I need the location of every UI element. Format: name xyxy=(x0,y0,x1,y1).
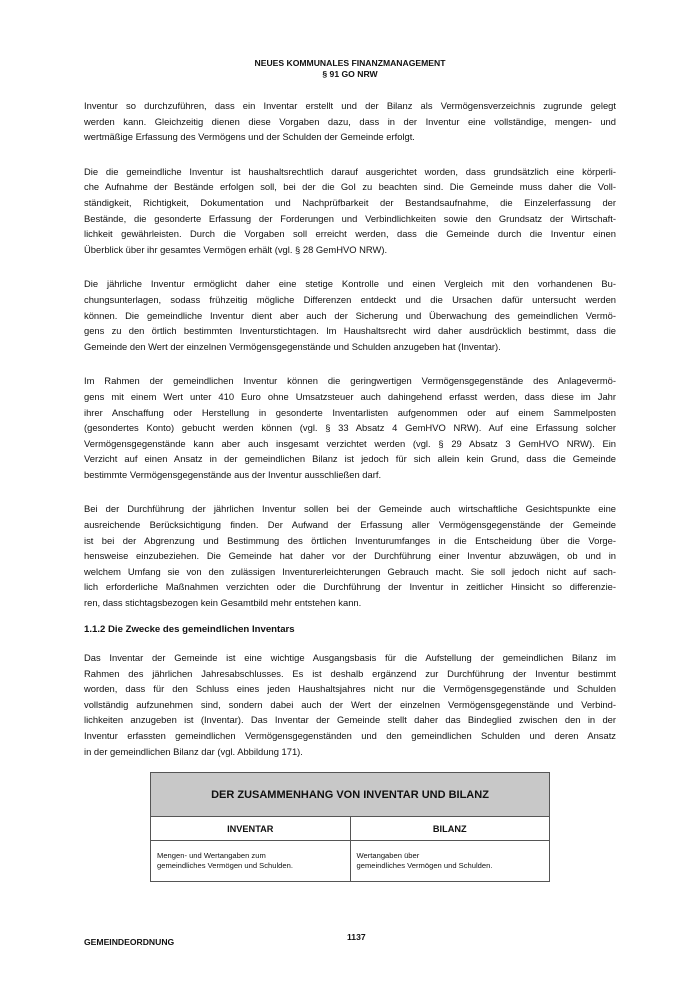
page-number: 1137 xyxy=(347,932,366,942)
text-line: Verzicht auf einen Ansatz in der gemeindlichen Bilanz ist jedoch für sich allein kein Grund, dass die Gemeinde xyxy=(84,453,616,465)
bilanz-line: Wertangaben über xyxy=(356,850,420,860)
figure-title: DER ZUSAMMENHANG VON INVENTAR UND BILANZ xyxy=(151,773,550,817)
text-line: ständigkeit, Richtigkeit, Dokumentation und Nachprüfbarkeit der Bestandsaufnahme, die Einzelerfassung der xyxy=(84,196,616,208)
text-line: werden kann. Gleichzeitig dienen diese Vorgaben dazu, dass in der Inventur eine vollständige, mengen- und xyxy=(84,115,616,127)
text-line: Gemeinde den Wert der einzelnen Vermögensgegenstände und Schulden anzugeben hat (Inventar). xyxy=(84,340,501,352)
text-line: ren, dass stichtagsbezogen kein Gesamtbild mehr entstehen kann. xyxy=(84,597,362,609)
inventar-line: Mengen- und Wertangaben zum xyxy=(157,850,266,860)
footer-label: GEMEINDEORDNUNG xyxy=(84,937,175,947)
text-line: können. Die gemeindliche Inventur dient aber auch der Sicherung und Überwachung des gemeindlichen Vermö- xyxy=(84,309,616,321)
paragraph-5 xyxy=(84,501,616,610)
text-line: vollständig aufzunehmen sind, sondern dabei auch der Wert der einzelnen Vermögensgegenstände und Verbind- xyxy=(84,698,616,710)
inventar-heading: INVENTAR xyxy=(151,817,351,841)
text-line: lichkeit gewährleisten. Durch die Vorgaben soll erreicht werden, dass die Gemeinde durch die Inventur einen xyxy=(84,228,616,240)
text-line: welchem Umfang sie von den zulässigen Inventurerleichterungen Gebrauch macht. Sie soll jedoch nicht auf sach- xyxy=(84,565,616,577)
running-header xyxy=(0,58,700,80)
inventar-description xyxy=(151,841,351,882)
section-heading: 1.1.2 Die Zwecke des gemeindlichen Inventars xyxy=(84,624,295,635)
text-line: gens zu den örtlich bestimmten Inventurstichtagen. Im Haushaltsrecht wird daher ausdrücklich bestimmt, dass die xyxy=(84,325,616,337)
text-line: gens mit einem Wert unter 410 Euro ohne Umsatzsteuer auch dahingehend erfasst werden, dass diese im Jahr xyxy=(84,390,616,402)
paragraph-3 xyxy=(84,276,616,354)
text-line: Inventur erfassten gemeindlichen Vermögensgegenständen und den gemeindlichen Schulden und deren Ansatz xyxy=(84,729,616,741)
paragraph-1 xyxy=(84,98,616,145)
text-line: Inventur so durchzuführen, dass ein Inventar erstellt und der Bilanz als Vermögensverzeichnis zugrunde gelegt xyxy=(84,100,616,111)
paragraph-4 xyxy=(84,373,616,482)
text-line: lichkeiten anzugeben ist (Inventar). Das Inventar der Gemeinde stellt daher das Bindeglied zwischen den in der xyxy=(84,714,616,726)
inventar-line: gemeindliches Vermögen und Schulden. xyxy=(157,861,293,870)
text-line: Bestände, die gesonderte Erfassung der Forderungen und Verbindlichkeiten sowie den Grundsatz der Wirtschaft- xyxy=(84,212,616,224)
bilanz-description xyxy=(350,841,550,882)
text-line: (gesondertes Konto) gebucht werden können (vgl. § 33 Absatz 4 GemHVO NRW). Auf eine Erfassung solcher xyxy=(84,422,616,434)
body-text xyxy=(84,98,616,630)
inventar-bilanz-figure xyxy=(150,772,550,882)
text-line: ihrer Anschaffung oder Herstellung in gesonderte Inventarlisten aufgenommen oder auf einem Sammelposten xyxy=(84,406,616,418)
text-line: in der gemeindlichen Bilanz dar (vgl. Abbildung 171). xyxy=(84,745,303,757)
text-line: worden, dass für den Schluss eines jeden Haushaltsjahres nicht nur die Vermögensgegenstände und Schulden xyxy=(84,683,616,695)
bilanz-line: gemeindliches Vermögen und Schulden. xyxy=(356,861,493,870)
text-line: hensweise einzubeziehen. Die Gemeinde hat daher vor der Durchführung einer Inventur abzuwägen, ob und in xyxy=(84,550,616,562)
text-line: ist bei der Abgrenzung und Bestimmung des örtlichen Inventurumfanges in die Entscheidung über die Vorge- xyxy=(84,534,616,546)
text-line: wertmäßige Erfassung des Vermögens und der Schulden der Gemeinde erfolgt. xyxy=(84,131,415,143)
text-line: Bei der Durchführung der jährlichen Inventur sollen bei der Gemeinde auch wirtschaftliche Gesichtspunkte eine xyxy=(84,503,616,515)
text-line: Die die gemeindliche Inventur ist haushaltsrechtlich darauf ausgerichtet worden, dass grundsätzlich eine körperli- xyxy=(84,165,616,177)
header-section: § 91 GO NRW xyxy=(322,69,378,79)
text-line: bestimmte Vermögensgegenstände aus der Inventur ausschließen darf. xyxy=(84,468,382,480)
text-line: lich erforderliche Maßnahmen verzichten oder die Durchführung der Inventur in zeitlicher Hinsicht so differenzie- xyxy=(84,581,616,593)
text-line: Die jährliche Inventur ermöglicht daher eine stetige Kontrolle und einen Vergleich mit den vorhandenen Bu- xyxy=(84,278,616,290)
text-line: ausreichende Berücksichtigung finden. Der Aufwand der Erfassung aller Vermögensgegenstände der Gemeinde xyxy=(84,519,616,531)
section-paragraph xyxy=(84,650,616,759)
paragraph-2 xyxy=(84,164,616,258)
text-line: Rahmen des jährlichen Jahresabschlusses. Es ist deshalb ergänzend zur Durchführung der Inventur bestimmt xyxy=(84,667,616,679)
text-line: Das Inventar der Gemeinde ist eine wichtige Ausgangsbasis für die Aufstellung der gemeindlichen Bilanz im xyxy=(84,652,616,663)
text-line: che Aufnahme der Bestände erfolgen soll, bei der die GoI zu beachten sind. Die Gemeinde muss daher die Voll- xyxy=(84,181,616,193)
bilanz-heading: BILANZ xyxy=(350,817,550,841)
header-title: NEUES KOMMUNALES FINANZMANAGEMENT xyxy=(254,58,446,68)
text-line: Vermögensgegenstände kann aber auch insgesamt verzichtet werden (vgl. § 29 Absatz 3 GemHVO NRW). Ein xyxy=(84,437,616,449)
text-line: Im Rahmen der gemeindlichen Inventur können die geringwertigen Vermögensgegenstände des Anlagevermö- xyxy=(84,375,616,387)
text-line: chungsunterlagen, sodass frühzeitig mögliche Differenzen entdeckt und die Ursachen dafür untersucht werden xyxy=(84,293,616,305)
text-line: Überblick über ihr gesamtes Vermögen erhält (vgl. § 28 GemHVO NRW). xyxy=(84,243,388,255)
